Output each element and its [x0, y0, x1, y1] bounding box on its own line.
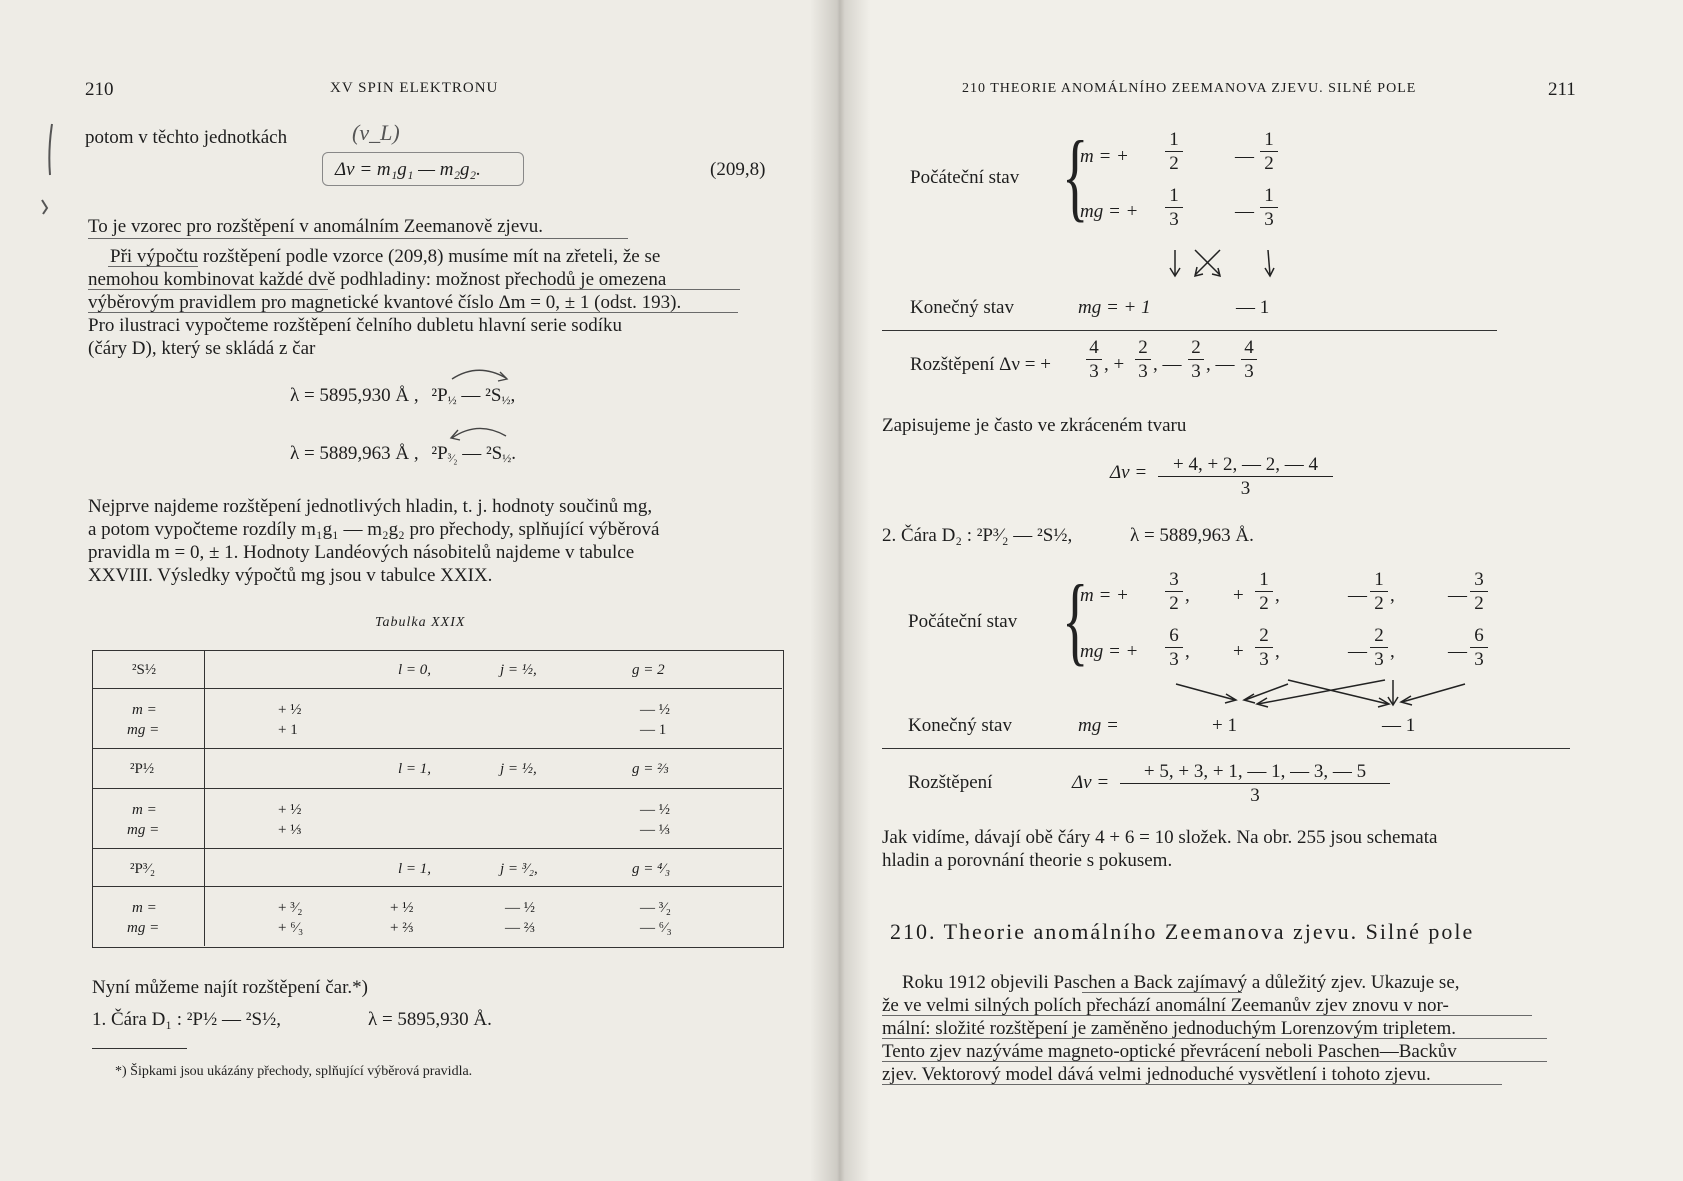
dash: —	[462, 443, 482, 464]
numerator: + 5, + 3, + 1, — 1, — 3, — 5	[1143, 761, 1367, 782]
sentence-1: To je vzorec pro rozštěpení v anomálním Zeemanově zjevu.	[88, 216, 544, 237]
mg-label: mg = +	[1080, 201, 1139, 222]
page-number-left: 210	[85, 79, 114, 100]
now-line: Nyní můžeme najít rozštěpení čar.*)	[92, 977, 368, 998]
final-state-label-2: Konečný stav	[908, 715, 1012, 736]
spectral-line-2	[290, 444, 516, 464]
pencil-underline	[882, 1038, 1547, 1039]
numerator: 1	[1374, 569, 1384, 590]
cara-1-label: 1. Čára D₁ : ²P½ — ²S½,	[92, 1009, 282, 1030]
table-cell: j = ½,	[500, 662, 537, 678]
table-row-label: m =	[132, 802, 157, 818]
split-label-2: Rozštěpení	[908, 772, 993, 793]
term-b-sub: ½	[501, 393, 511, 407]
para2-line-1: Nejprve najdeme rozštěpení jednotlivých hladin, t. j. hodnoty součinů mg,	[88, 496, 653, 517]
para1-line-2: nemohou kombinovat každé dvě podhladiny: možnost přechodů je omezena	[88, 269, 667, 290]
numerator: 1	[1264, 185, 1274, 206]
table-row-label: mg =	[127, 822, 160, 838]
sign: +	[1233, 585, 1244, 606]
table-cell: — ½	[505, 900, 535, 916]
sign: —	[1348, 641, 1367, 662]
table-cell: l = 1,	[398, 761, 432, 777]
short-form-lhs: Δν =	[1110, 462, 1148, 483]
fraction	[1255, 626, 1273, 669]
footnote-rule	[92, 1048, 187, 1049]
denominator: 3	[1244, 361, 1254, 382]
denominator: 3	[1138, 361, 1148, 382]
denominator: 2	[1374, 593, 1384, 614]
term-a: ²P	[431, 385, 448, 406]
table-cell: + ⅔	[390, 920, 414, 936]
table-cell: l = 1,	[398, 861, 432, 877]
section-para-line-2: že ve velmi silných polích přechází anomální Zeemanův zjev znovu v nor-	[882, 995, 1449, 1016]
para1-line-3: výběrovým pravidlem pro magnetické kvantové číslo Δm = 0, ± 1 (odst. 193).	[88, 292, 682, 313]
table-row-label: m =	[132, 702, 157, 718]
book-gutter	[810, 0, 870, 1181]
term-b: ²S	[485, 385, 502, 406]
fraction	[1255, 570, 1273, 613]
denominator: 3	[1259, 649, 1269, 670]
denominator: 3	[1264, 209, 1274, 230]
footnote: *) Šipkami jsou ukázány přechody, splňující výběrová pravidla.	[115, 1064, 473, 1079]
comma: ,	[1185, 585, 1190, 606]
denominator: 3	[1240, 478, 1251, 499]
m-label: m = +	[1080, 146, 1129, 167]
table-cell: + ⅓	[278, 822, 302, 838]
term-a: ²P	[431, 443, 448, 464]
numerator: 4	[1089, 337, 1099, 358]
final-mg: mg = + 1	[1078, 297, 1151, 318]
term-b: ²S	[485, 443, 503, 464]
section-para-line-1: Roku 1912 objevili Paschen a Back zajímavý a důležitý zjev. Ukazuje se,	[902, 972, 1460, 993]
table-cell: j = ½,	[500, 761, 537, 777]
conclusion-line-2: hladin a porovnání theorie s pokusem.	[882, 850, 1173, 871]
table-cell: g = ⅔	[632, 761, 669, 777]
final-v1: + 1	[1212, 715, 1237, 736]
fraction	[1370, 570, 1388, 613]
final-state-label: Konečný stav	[910, 297, 1014, 318]
table-cell: + ½	[278, 802, 302, 818]
table-rule	[93, 886, 782, 887]
running-header-left: XV SPIN ELEKTRONU	[330, 80, 499, 96]
section-para-line-4: Tento zjev nazýváme magneto-optické převrácení neboli Paschen—Backův	[882, 1041, 1457, 1062]
denominator: 2	[1169, 153, 1179, 174]
table-xxix	[92, 650, 784, 948]
sep: , —	[1153, 354, 1182, 375]
numerator: 1	[1169, 129, 1179, 150]
table-cell: l = 0,	[398, 662, 432, 678]
table-cell: + ⁶⁄₃	[278, 920, 304, 936]
table-cell: — ½	[640, 702, 670, 718]
denominator: 3	[1089, 361, 1099, 382]
left-page	[0, 0, 840, 1181]
numerator: 3	[1169, 569, 1179, 590]
initial-state-label: Počáteční stav	[910, 167, 1020, 188]
dash: —	[461, 385, 481, 406]
sep: , +	[1104, 354, 1125, 375]
numerator: 4	[1244, 337, 1254, 358]
sign: —	[1235, 201, 1254, 222]
para2-line-4: XXVIII. Výsledky výpočtů mg jsou v tabulce XXIX.	[88, 565, 493, 586]
sign: +	[1233, 641, 1244, 662]
sign: —	[1348, 585, 1367, 606]
fraction	[1370, 626, 1388, 669]
conclusion-line-1: Jak vidíme, dávají obě čáry 4 + 6 = 10 složek. Na obr. 255 jsou schemata	[882, 827, 1438, 848]
term-a-sub: ½	[447, 393, 457, 407]
table-cell: j = ³⁄₂,	[500, 861, 538, 877]
denominator: 2	[1264, 153, 1274, 174]
table-rule	[93, 748, 782, 749]
pencil-underline	[882, 1084, 1502, 1085]
table-rule	[93, 688, 782, 689]
numerator: 6	[1169, 625, 1179, 646]
table-row-label: m =	[132, 900, 157, 916]
numerator: 1	[1169, 185, 1179, 206]
table-row-label: mg =	[127, 722, 160, 738]
table-cell: — 1	[640, 722, 667, 738]
section-para-line-3: mální: složité rozštěpení je zaměněno jednoduchým Lorenzovým tripletem.	[882, 1018, 1457, 1039]
handwritten-note: (ν_L)	[352, 120, 400, 145]
term-b-sub: ½	[502, 451, 512, 465]
table-cell: — ⅓	[640, 822, 670, 838]
numerator: 2	[1374, 625, 1384, 646]
pencil-underline	[882, 1061, 1547, 1062]
table-cell: — ⅔	[505, 920, 535, 936]
term-a-sub: ³⁄₂	[447, 451, 458, 465]
comma: ,	[1275, 585, 1280, 606]
numerator: 6	[1474, 625, 1484, 646]
table-rule	[93, 788, 782, 789]
para2-line-3: pravidla m = 0, ± 1. Hodnoty Landéových násobitelů najdeme v tabulce	[88, 542, 635, 563]
table-cell: — ½	[640, 802, 670, 818]
end-punct: .	[511, 443, 516, 464]
denominator: 3	[1191, 361, 1201, 382]
formula-number: (209,8)	[710, 159, 766, 180]
denominator: 2	[1259, 593, 1269, 614]
table-cell: + 1	[278, 722, 298, 738]
numerator: 1	[1259, 569, 1269, 590]
lambda-2: λ = 5889,963 Å ,	[290, 443, 419, 464]
para1-line-1: Při výpočtu rozštěpení podle vzorce (209,8) musíme mít na zřeteli, že se	[110, 246, 661, 267]
table-rule	[93, 848, 782, 849]
rule	[882, 748, 1570, 749]
numerator: 2	[1259, 625, 1269, 646]
cara-2-label: 2. Čára D₂ : ²P³⁄₂ — ²S½,	[882, 525, 1073, 546]
final-v2: — 1	[1382, 715, 1416, 736]
page-number-right: 211	[1548, 79, 1576, 100]
table-row-label: ²S½	[132, 662, 157, 678]
numerator: 2	[1191, 337, 1201, 358]
section-title: 210. Theorie anomálního Zeemanova zjevu. Silné pole	[890, 919, 1475, 944]
formula-main: Δν = m₁g₁ — m₂g₂.	[335, 159, 481, 180]
final-mg-2: — 1	[1236, 297, 1270, 318]
fraction	[1165, 570, 1183, 613]
comma: ,	[1185, 641, 1190, 662]
table-row-label: ²P½	[130, 761, 155, 777]
denominator: 3	[1169, 649, 1179, 670]
fraction	[1120, 762, 1390, 805]
numerator: 2	[1138, 337, 1148, 358]
numerator: 1	[1264, 129, 1274, 150]
table-cell: — ⁶⁄₃	[640, 920, 672, 936]
end-punct: ,	[510, 385, 516, 406]
lambda-1: λ = 5895,930 Å ,	[290, 385, 419, 406]
pencil-underline	[882, 1015, 1532, 1016]
left-brace: {	[1062, 564, 1089, 675]
para1-line-4: Pro ilustraci vypočteme rozštěpení čelního dubletu hlavní serie sodíku	[88, 315, 622, 336]
right-page	[840, 0, 1683, 1181]
sign: —	[1448, 641, 1467, 662]
split-lhs: Δν =	[1072, 772, 1110, 793]
short-form-text: Zapisujeme je často ve zkráceném tvaru	[882, 415, 1187, 436]
denominator: 2	[1169, 593, 1179, 614]
table-cell: + ³⁄₂	[278, 900, 303, 916]
fraction	[1470, 570, 1488, 613]
table-cell: g = 2	[632, 662, 665, 678]
numerator: 3	[1474, 569, 1484, 590]
table-cell: + ½	[278, 702, 302, 718]
section-para-line-5: zjev. Vektorový model dává velmi jednoduché vysvětlení i tohoto zjevu.	[882, 1064, 1431, 1085]
table-row-label: mg =	[127, 920, 160, 936]
table-cell: g = ⁴⁄₃	[632, 861, 671, 877]
initial-state-label-2: Počáteční stav	[908, 611, 1018, 632]
numerator: + 4, + 2, — 2, — 4	[1173, 454, 1318, 475]
sign: —	[1235, 146, 1254, 167]
table-divider	[204, 651, 205, 946]
table-caption: Tabulka XXIX	[375, 615, 466, 630]
sep: , —	[1206, 354, 1235, 375]
denominator: 3	[1374, 649, 1384, 670]
hand-arrows-left	[0, 0, 840, 1181]
intro-line: potom v těchto jednotkách	[85, 127, 288, 148]
cara-2-lambda: λ = 5889,963 Å.	[1130, 525, 1254, 546]
comma: ,	[1390, 641, 1395, 662]
fraction	[1470, 626, 1488, 669]
denominator: 3	[1169, 209, 1179, 230]
denominator: 2	[1474, 593, 1484, 614]
table-row-label: ²P³⁄₂	[130, 861, 156, 877]
m-label: m = +	[1080, 585, 1129, 606]
cara-1-lambda: λ = 5895,930 Å.	[368, 1009, 492, 1030]
denominator: 3	[1250, 785, 1260, 806]
pencil-underline	[1082, 992, 1242, 993]
comma: ,	[1390, 585, 1395, 606]
fraction	[1165, 626, 1183, 669]
mg-label: mg = +	[1080, 641, 1139, 662]
denominator: 3	[1474, 649, 1484, 670]
final-mg: mg =	[1078, 715, 1119, 736]
table-cell: — ³⁄₂	[640, 900, 671, 916]
table-cell: + ½	[390, 900, 414, 916]
left-brace: {	[1062, 120, 1089, 231]
split-label: Rozštěpení Δν = +	[910, 354, 1051, 375]
comma: ,	[1275, 641, 1280, 662]
para2-line-2: a potom vypočteme rozdíly m₁g₁ — m₂g₂ pro přechody, splňující výběrová	[88, 519, 660, 540]
running-header-right: 210 THEORIE ANOMÁLNÍHO ZEEMANOVA ZJEVU. SILNÉ POLE	[962, 81, 1417, 96]
para1-line-5: (čáry D), který se skládá z čar	[88, 338, 316, 359]
sign: —	[1448, 585, 1467, 606]
